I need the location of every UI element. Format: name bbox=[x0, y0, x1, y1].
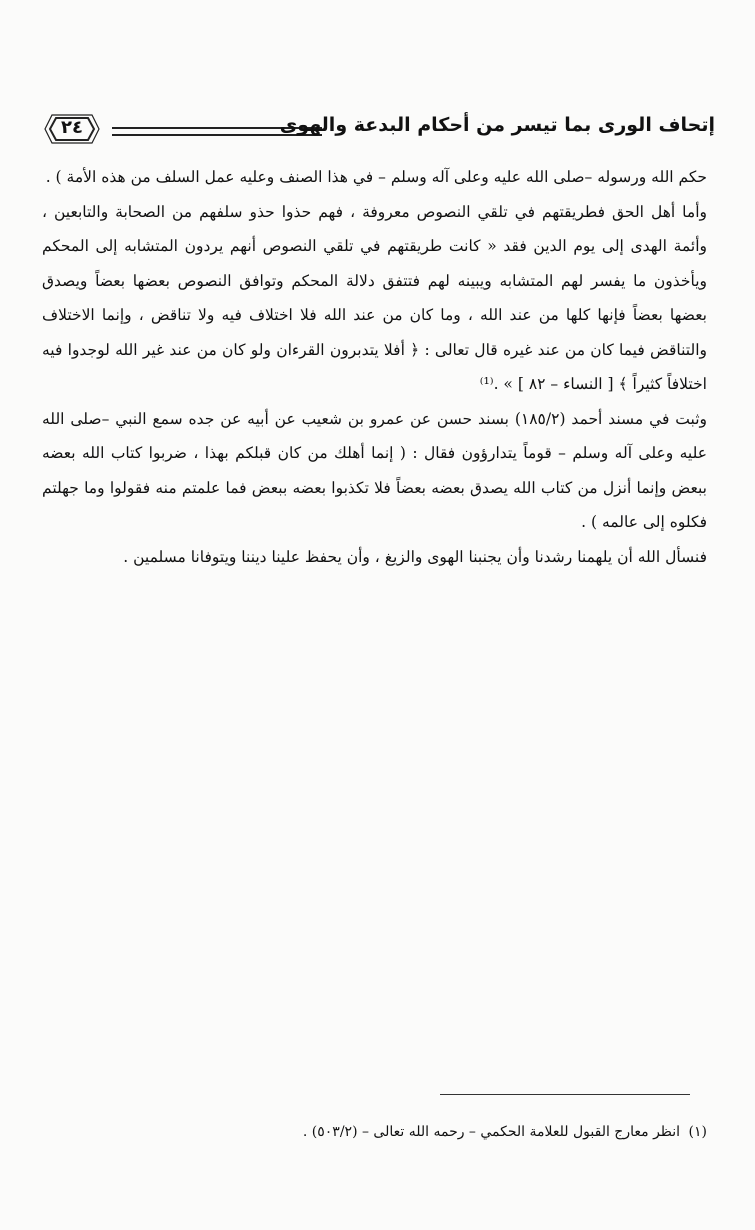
page-number-badge bbox=[42, 112, 102, 146]
footnote-mark: (١) bbox=[688, 1124, 707, 1140]
page-header bbox=[30, 110, 715, 154]
paragraph: فنسأل الله أن يلهمنا رشدنا وأن يجنبنا الهوى والزيغ ، وأن يحفظ علينا ديننا ويتوفانا مسلمين . bbox=[123, 547, 707, 566]
footnote bbox=[42, 1120, 707, 1144]
book-title: إتحاف الورى بما تيسر من أحكام البدعة والهوى bbox=[279, 114, 715, 136]
paragraph: وثبت في مسند أحمد (١٨٥/٢) بسند حسن عن عمرو بن شعيب عن أبيه عن جده سمع النبي –صلى الله عليه وعلى آله وسلم – قوماً يتدارؤون فقال : ( إنما أهلك من كان قبلكم بهذا ، ضربوا كتاب الله بعضه ببعض وإنما أنزل من كتاب الله يصدق بعضه بعضاً فلا تكذبوا بعضه ببعض فما علمتم منه فقولوا وما جهلتم فكلوه إلى عالمه ) . bbox=[42, 409, 707, 531]
main-text bbox=[42, 160, 707, 574]
paragraph: حكم الله ورسوله –صلى الله عليه وعلى آله وسلم – في هذا الصنف وعليه عمل السلف من هذه الأمة ) . bbox=[45, 168, 707, 186]
page-number: ٢٤ bbox=[61, 117, 83, 138]
paragraph: وأما أهل الحق فطريقتهم في تلقي النصوص معروفة ، فهم حذوا حذو سلفهم من الصحابة والتابعين ، وأئمة الهدى إلى يوم الدين فقد « كانت طريقتهم في تلقي النصوص أنهم يردون المتشابه إلى المحكم ويأخذون ما يفسر لهم المتشابه ويبينه لهم فتتفق دلالة المحكم وتوافق النصوص بعضها بعضاً ويصدق بعضها بعضاً فإنها كلها من عند الله ، وما كان من عند الله فلا اختلاف فيه ولا تناقض ، وإنما الاختلاف والتناقض فيما كان من عند غيره قال تعالى : ﴿ أفلا يتدبرون القرءان ولو كان من عند غير الله لوجدوا فيه اختلافاً كثيراً ﴾ [ النساء – ٨٢ ] » .⁽¹⁾ bbox=[42, 202, 707, 393]
footnote-separator bbox=[440, 1094, 690, 1095]
footnote-text: انظر معارج القبول للعلامة الحكمي – رحمه الله تعالى – (٥٠٣/٢) . bbox=[302, 1124, 681, 1140]
